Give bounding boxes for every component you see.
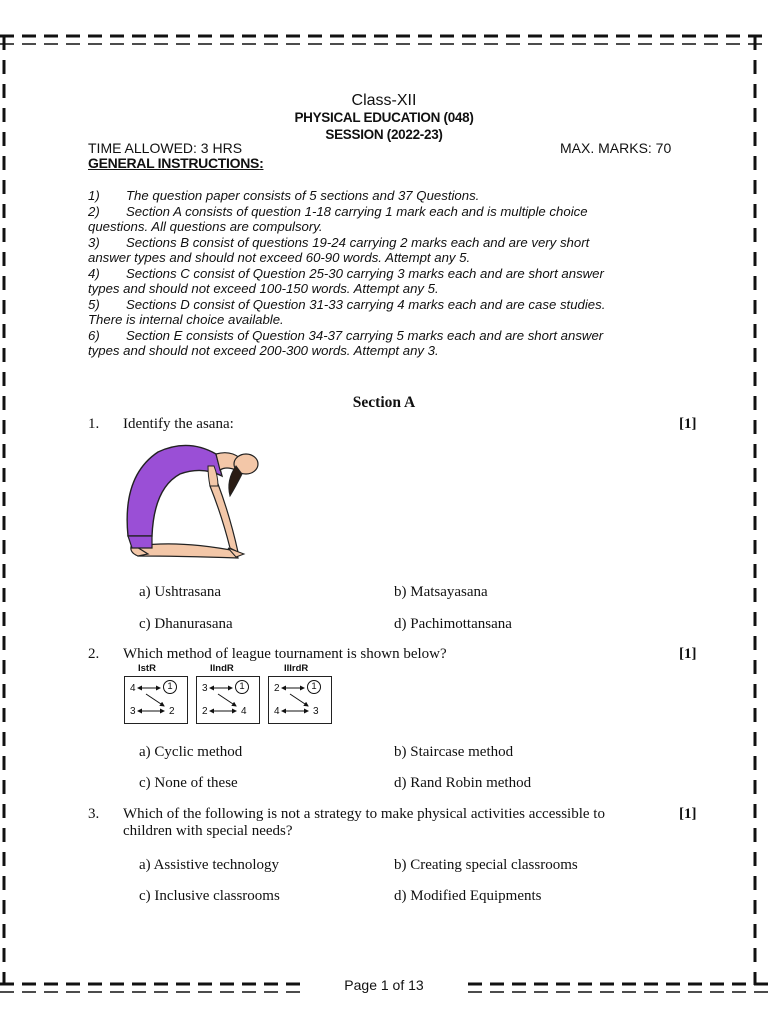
- instruction-continuation: types and should not exceed 200-300 words. Attempt any 3.: [88, 343, 439, 358]
- instruction-item: 4) Sections C consist of Question 25-30 carrying 3 marks each and are short answer: [88, 265, 604, 281]
- round-label: IIIrdR: [284, 663, 309, 674]
- team-number: 3: [313, 706, 319, 717]
- round-label: IstR: [138, 663, 156, 674]
- class-title: Class-XII: [351, 92, 417, 109]
- max-marks: MAX. MARKS: 70: [560, 140, 672, 156]
- question-marks: [1]: [679, 806, 697, 822]
- team-number: 4: [241, 706, 247, 717]
- option-d[interactable]: d) Modified Equipments: [394, 888, 542, 904]
- rotation-arrows: [124, 676, 344, 724]
- question-number: 2.: [88, 646, 100, 662]
- question-marks: [1]: [679, 416, 697, 432]
- instruction-item: 2) Section A consists of question 1-18 carrying 1 mark each and is multiple choice: [88, 203, 588, 219]
- fixed-team-number: 1: [235, 680, 249, 694]
- instruction-item: 1) The question paper consists of 5 sections and 37 Questions.: [88, 188, 480, 203]
- instruction-item: 6) Section E consists of Question 34-37 carrying 5 marks each and are short answer: [88, 327, 604, 343]
- option-c[interactable]: c) Dhanurasana: [139, 616, 233, 632]
- option-a[interactable]: a) Assistive technology: [139, 857, 279, 873]
- team-number: 4: [130, 683, 136, 694]
- question-text: Identify the asana:: [123, 416, 234, 432]
- question-number: 3.: [88, 806, 100, 822]
- instruction-continuation: answer types and should not exceed 60-90 words. Attempt any 5.: [88, 250, 471, 265]
- page-number: Page 1 of 13: [344, 977, 424, 993]
- option-c[interactable]: c) None of these: [139, 775, 238, 791]
- option-d[interactable]: d) Rand Robin method: [394, 775, 532, 791]
- fixed-team-number: 1: [163, 680, 177, 694]
- question-text-line1: Which of the following is not a strategy to make physical activities accessible to: [123, 806, 605, 822]
- option-b[interactable]: b) Creating special classrooms: [394, 857, 578, 873]
- team-number: 3: [130, 706, 136, 717]
- instruction-continuation: questions. All questions are compulsory.: [88, 219, 323, 234]
- instructions-title: GENERAL INSTRUCTIONS: [88, 155, 260, 171]
- subject-title: PHYSICAL EDUCATION (048): [294, 110, 474, 125]
- session-title: SESSION (2022-23): [325, 127, 443, 142]
- team-number: 3: [202, 683, 208, 694]
- question-marks: [1]: [679, 646, 697, 662]
- team-number: 4: [274, 706, 280, 717]
- camel-pose-illustration: [118, 436, 263, 568]
- instruction-item: 5) Sections D consist of Question 31-33 carrying 4 marks each and are case studies.: [88, 296, 606, 312]
- team-number: 2: [169, 706, 175, 717]
- instruction-continuation: types and should not exceed 100-150 words. Attempt any 5.: [88, 281, 439, 296]
- question-number: 1.: [88, 416, 100, 432]
- team-number: 2: [202, 706, 208, 717]
- option-b[interactable]: b) Staircase method: [394, 744, 514, 760]
- instructions-colon: :: [259, 155, 264, 171]
- round-label: IIndR: [210, 663, 234, 674]
- option-d[interactable]: d) Pachimottansana: [394, 616, 512, 632]
- fixed-team-number: 1: [307, 680, 321, 694]
- option-a[interactable]: a) Ushtrasana: [139, 584, 222, 600]
- team-number: 2: [274, 683, 280, 694]
- option-b[interactable]: b) Matsayasana: [394, 584, 488, 600]
- instructions-list: [88, 188, 688, 359]
- instruction-item: 3) Sections B consist of questions 19-24 carrying 2 marks each and are very short: [88, 234, 590, 250]
- option-a[interactable]: a) Cyclic method: [139, 744, 243, 760]
- question-text-line2: children with special needs?: [123, 823, 293, 839]
- question-text: Which method of league tournament is shown below?: [123, 646, 447, 662]
- option-c[interactable]: c) Inclusive classrooms: [139, 888, 280, 904]
- time-allowed: TIME ALLOWED: 3 HRS: [88, 140, 243, 156]
- league-rotation-figure: [124, 663, 344, 727]
- section-title: Section A: [352, 394, 416, 411]
- instructions-heading: [88, 155, 263, 171]
- instruction-continuation: There is internal choice available.: [88, 312, 284, 327]
